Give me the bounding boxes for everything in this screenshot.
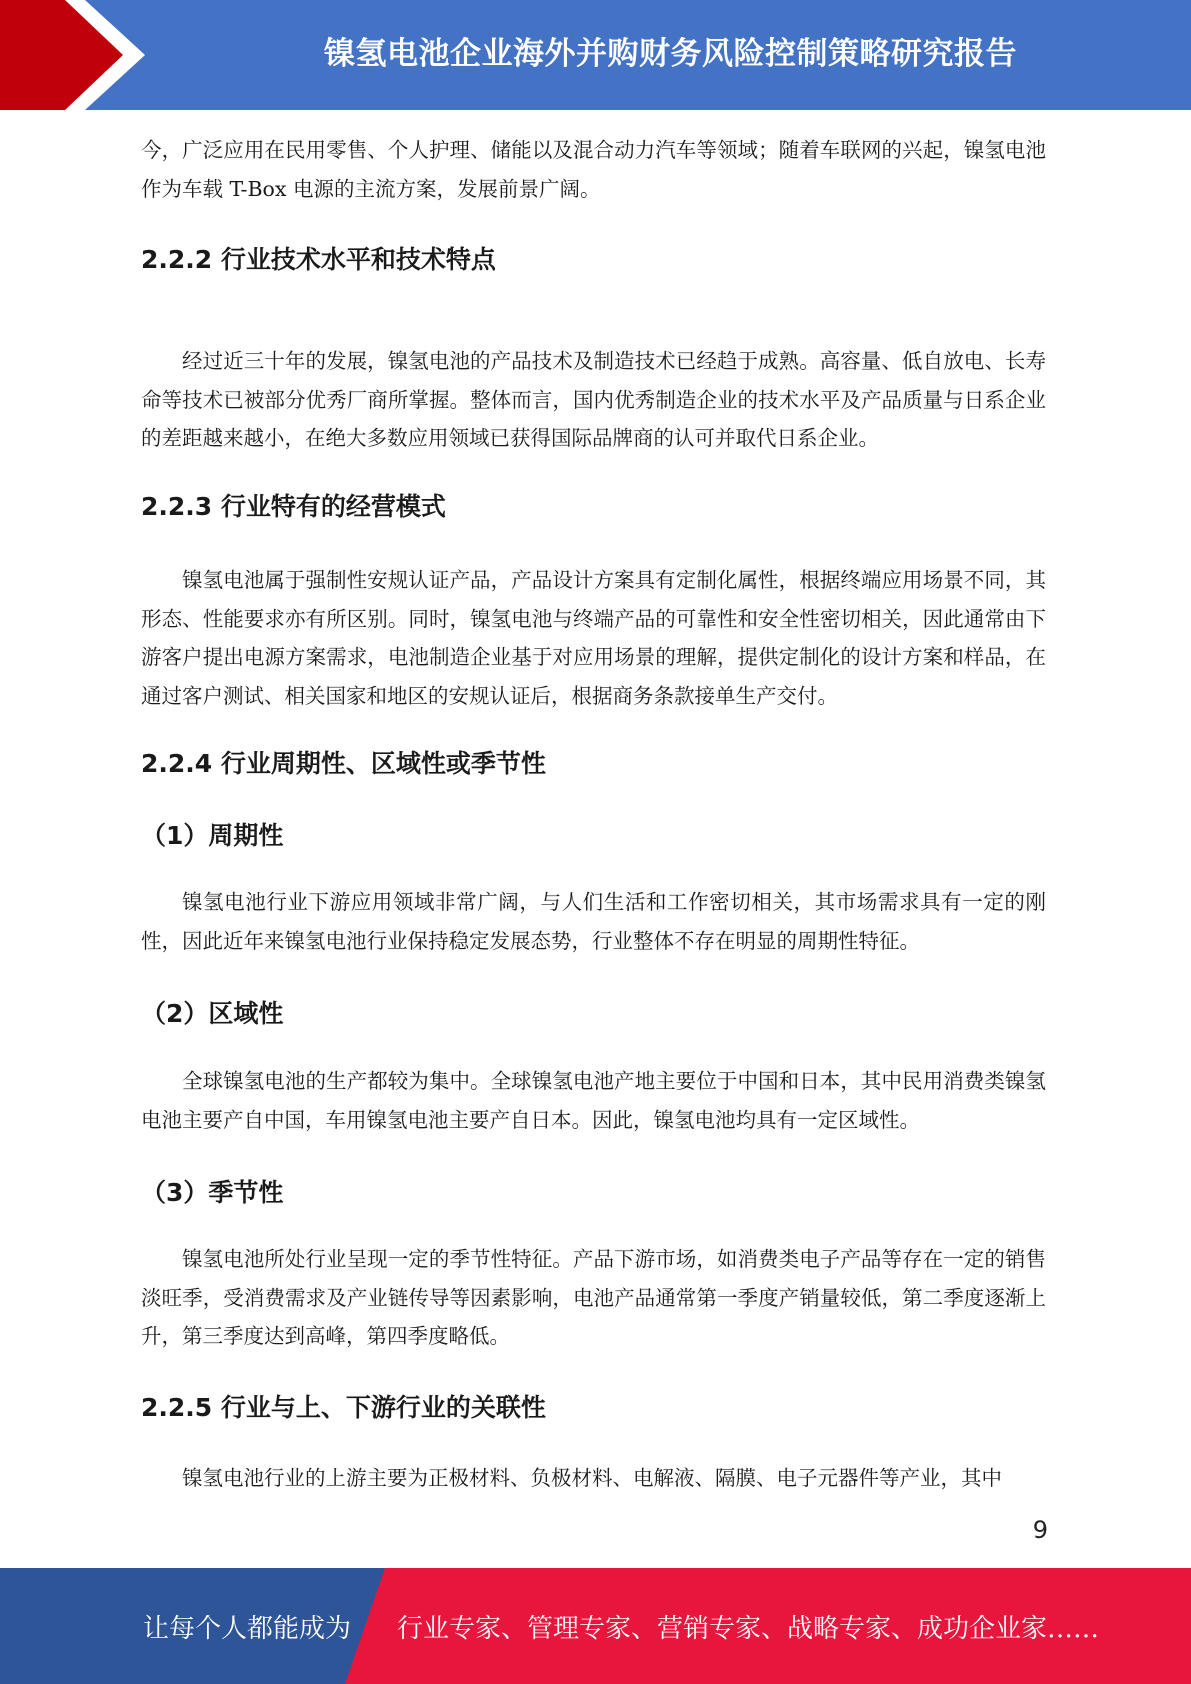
paragraph-cyclicality: 镍氢电池行业下游应用领域非常广阔，与人们生活和工作密切相关，其市场需求具有一定的刚性，因此近年来镍氢电池行业保持稳定发展态势，行业整体不存在明显的周期性特征。 (141, 890, 1046, 953)
paragraph-continued: 今，广泛应用在民用零售、个人护理、储能以及混合动力汽车等领域；随着车联网的兴起，镍氢电池作为车载 T-Box 电源的主流方案，发展前景广阔。 (141, 138, 1046, 201)
section-heading-2-2-3: 2.2.3 行业特有的经营模式 (141, 492, 446, 521)
section-heading-2-2-5: 2.2.5 行业与上、下游行业的关联性 (141, 1393, 546, 1422)
subheading-cyclicality: （1）周期性 (141, 821, 284, 850)
page-number: 9 (1032, 1516, 1048, 1544)
paragraph-seasonality: 镍氢电池所处行业呈现一定的季节性特征。产品下游市场，如消费类电子产品等存在一定的销售淡旺季，受消费需求及产业链传导等因素影响，电池产品通常第一季度产销量较低，第二季度逐渐上升，第三季度达到高峰，第四季度略低。 (141, 1247, 1046, 1348)
footer-slogan-left: 让每个人都能成为 (143, 1613, 352, 1644)
subheading-seasonality: （3）季节性 (141, 1178, 284, 1207)
paragraph-tech-level: 经过近三十年的发展，镍氢电池的产品技术及制造技术已经趋于成熟。高容量、低自放电、长寿命等技术已被部分优秀厂商所掌握。整体而言，国内优秀制造企业的技术水平及产品质量与日系企业的差距越来越小，在绝大多数应用领域已获得国际品牌商的认可并取代日系企业。 (141, 349, 1046, 450)
header-chevron-decoration (0, 0, 160, 110)
paragraph-upstream-downstream: 镍氢电池行业的上游主要为正极材料、负极材料、电解液、隔膜、电子元器件等产业，其中 (182, 1466, 1002, 1490)
section-heading-2-2-2: 2.2.2 行业技术水平和技术特点 (141, 245, 496, 274)
subheading-regionality: （2）区域性 (141, 999, 284, 1028)
section-heading-2-2-4: 2.2.4 行业周期性、区域性或季节性 (141, 749, 546, 778)
paragraph-regionality: 全球镍氢电池的生产都较为集中。全球镍氢电池产地主要位于中国和日本，其中民用消费类镍氢电池主要产自中国，车用镍氢电池主要产自日本。因此，镍氢电池均具有一定区域性。 (141, 1069, 1046, 1132)
page-header (0, 0, 1191, 110)
paragraph-business-model: 镍氢电池属于强制性安规认证产品，产品设计方案具有定制化属性，根据终端应用场景不同，其形态、性能要求亦有所区别。同时，镍氢电池与终端产品的可靠性和安全性密切相关，因此通常由下游客户提出电源方案需求，电池制造企业基于对应用场景的理解，提供定制化的设计方案和样品，在通过客户测试、相关国家和地区的安规认证后，根据商务条款接单生产交付。 (141, 568, 1046, 708)
header-title: 镍氢电池企业海外并购财务风险控制策略研究报告 (324, 35, 1017, 72)
page-footer (0, 1568, 1191, 1684)
footer-slogan-right: 行业专家、管理专家、营销专家、战略专家、成功企业家…… (397, 1613, 1100, 1644)
